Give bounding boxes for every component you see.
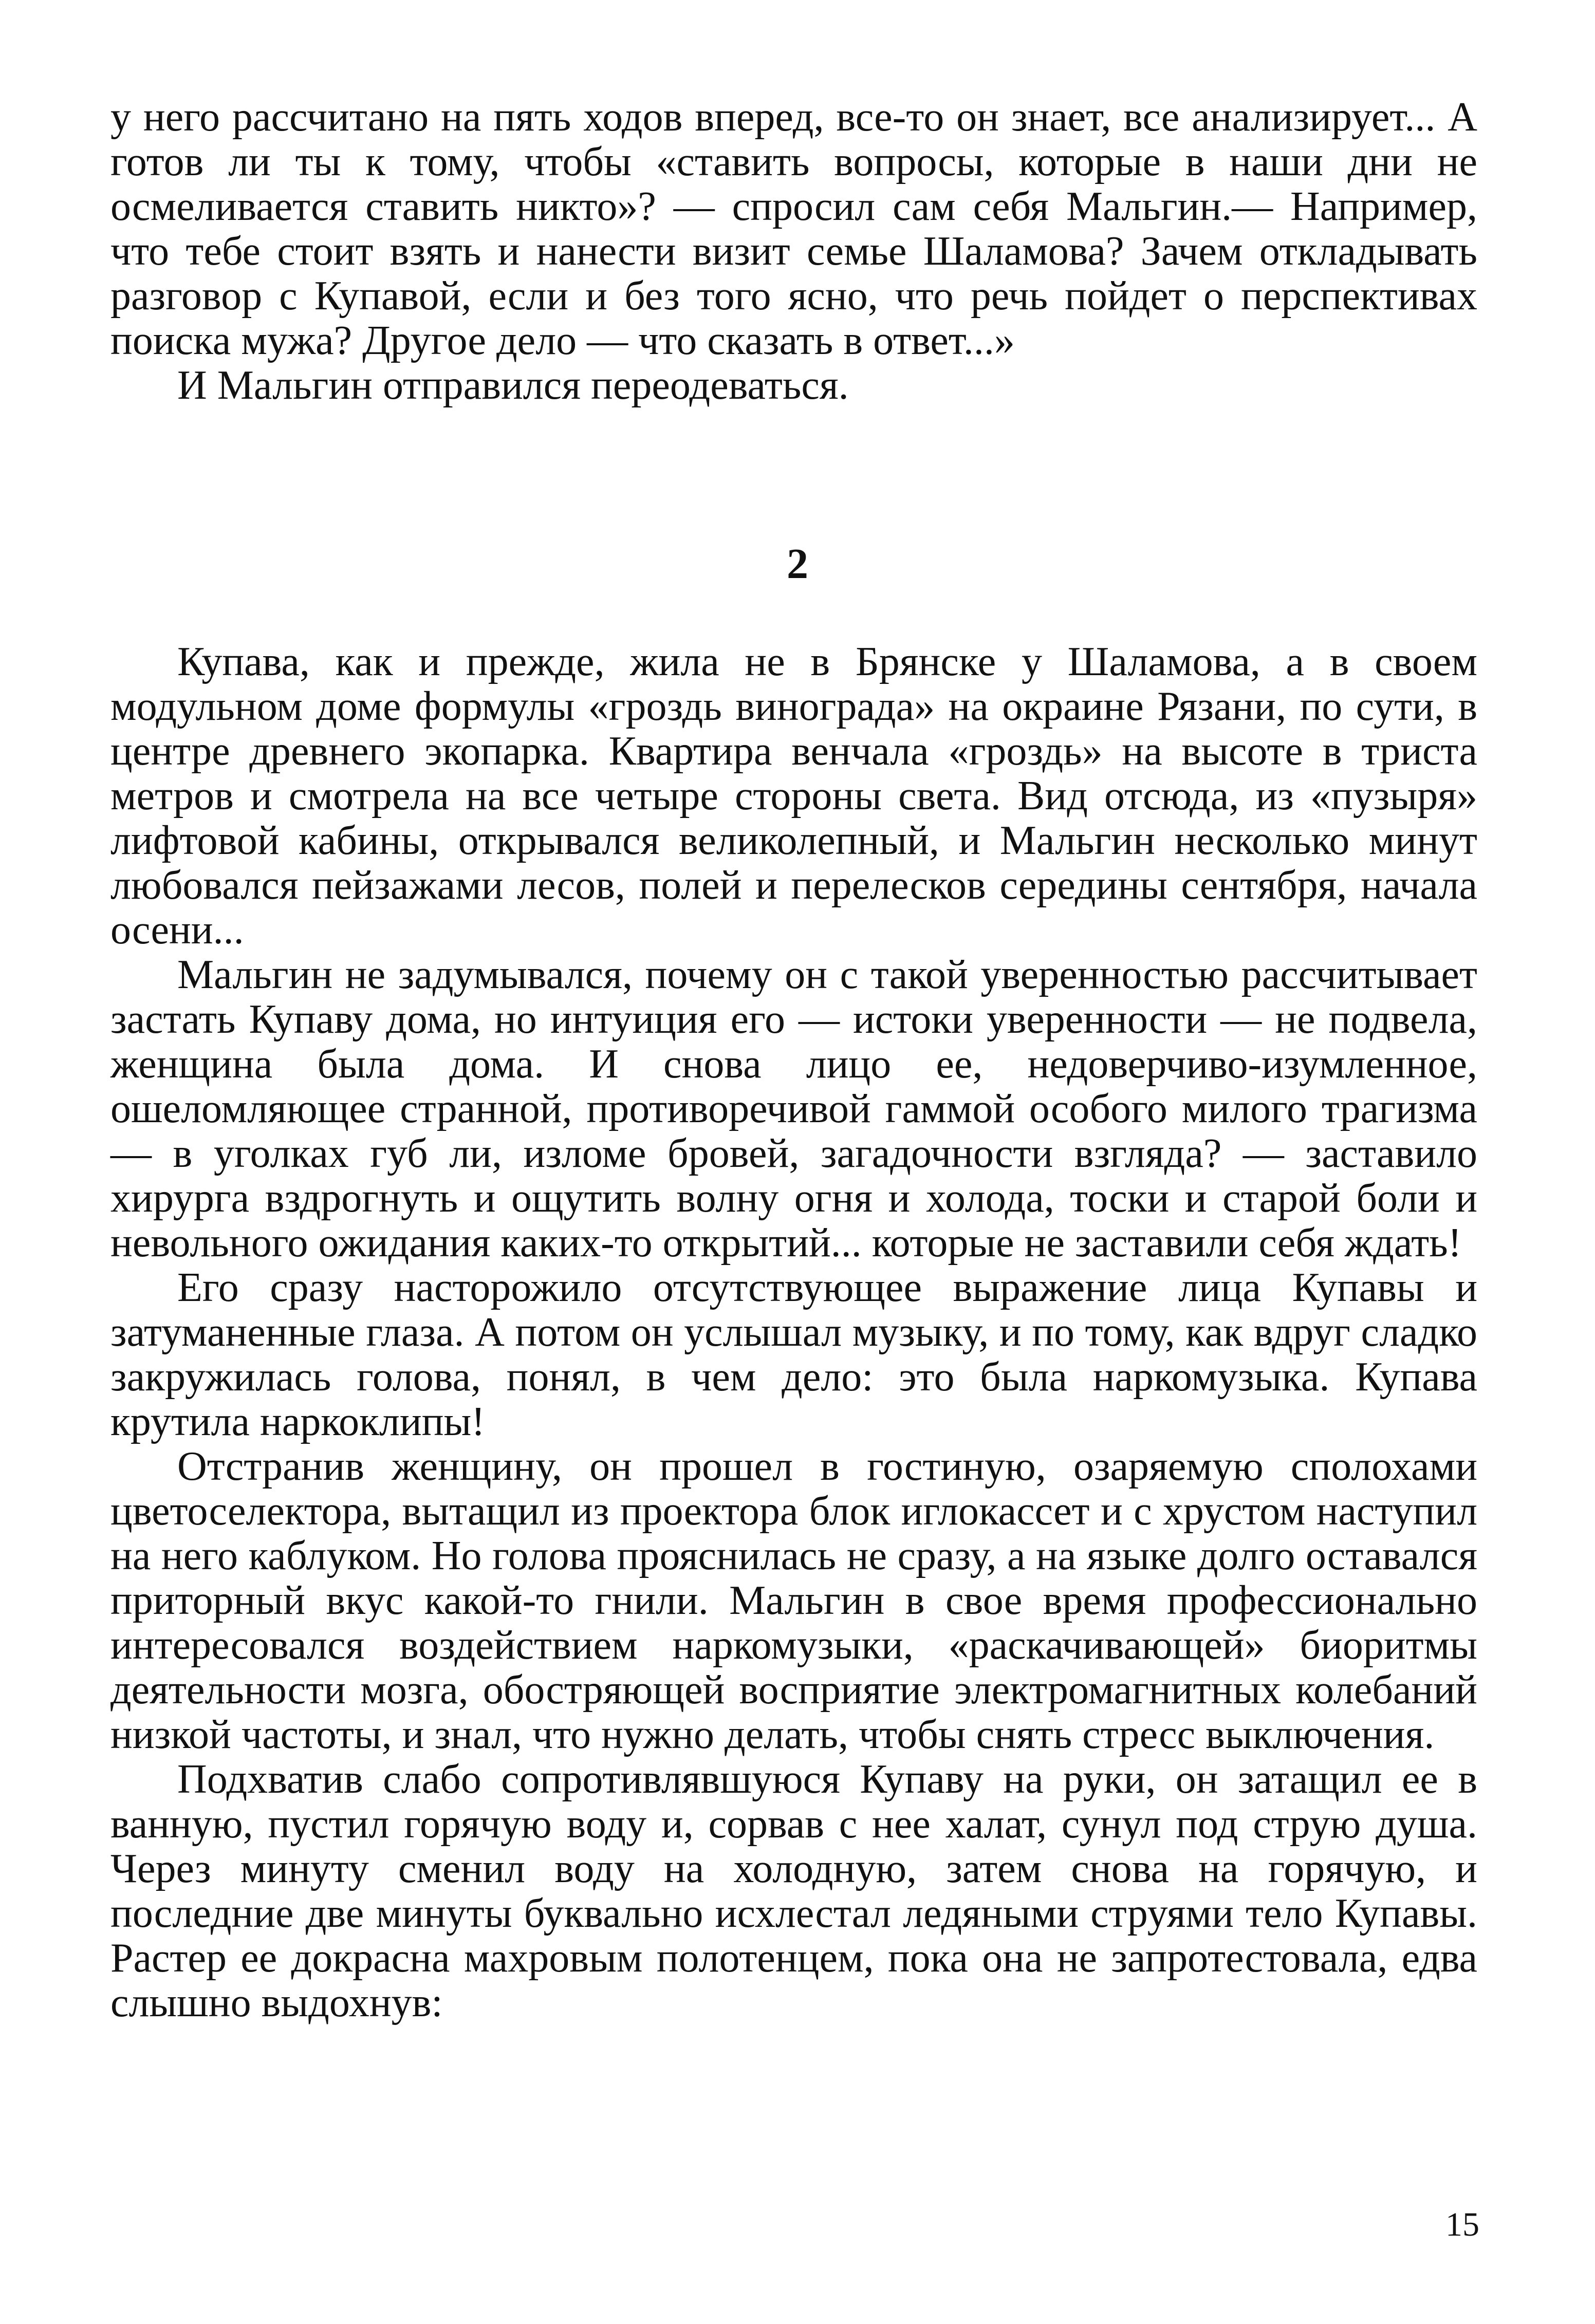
chapter-number: 2 xyxy=(787,540,808,588)
paragraph: Его сразу насторожило отсутствующее выражение лица Купавы и затуманенные глаза. А потом он услышал музыку, и по тому, как вдруг сладко закружилась голова, понял, в чем дело: это была наркомузыка. Купава крутила наркоклипы! xyxy=(110,1265,1477,1444)
opening-text-block xyxy=(110,95,1477,408)
paragraph: у него рассчитано на пять ходов вперед, все-то он знает, все анализирует... А готов ли ты к тому, чтобы «ставить вопросы, которые в наши дни не осмеливается ставить никто»? — спросил сам себя Мальгин.— Например, что тебе стоит взять и нанести визит семье Шаламова? Зачем откладывать разговор с Купавой, если и без того ясно, что речь пойдет о перспективах поиска мужа? Другое дело — что сказать в ответ...» xyxy=(110,95,1477,363)
page-number: 15 xyxy=(1445,2206,1479,2243)
chapter-text-block xyxy=(110,640,1477,2025)
paragraph: Подхватив слабо сопротивлявшуюся Купаву на руки, он затащил ее в ванную, пустил горячую воду и, сорвав с нее халат, сунул под струю душа. Через минуту сменил воду на холодную, затем снова на горячую, и последние две минуты буквально исхлестал ледяными струями тело Купавы. Растер ее докрасна махровым полотенцем, пока она не запротестовала, едва слышно выдохнув: xyxy=(110,1757,1477,2025)
paragraph: Отстранив женщину, он прошел в гостиную, озаряемую сполохами цветоселектора, вытащил из проектора блок иглокассет и с хрустом наступил на него каблуком. Но голова прояснилась не сразу, а на языке долго оставался приторный вкус какой-то гнили. Мальгин в свое время профессионально интересовался воздействием наркомузыки, «раскачивающей» биоритмы деятельности мозга, обостряющей восприятие электромагнитных колебаний низкой частоты, и знал, что нужно делать, чтобы снять стресс выключения. xyxy=(110,1444,1477,1757)
paragraph: Купава, как и прежде, жила не в Брянске у Шаламова, а в своем модульном доме формулы «гроздь винограда» на окраине Рязани, по сути, в центре древнего экопарка. Квартира венчала «гроздь» на высоте в триста метров и смотрела на все четыре стороны света. Вид отсюда, из «пузыря» лифтовой кабины, открывался великолепный, и Мальгин несколько минут любовался пейзажами лесов, полей и перелесков середины сентября, начала осени... xyxy=(110,639,1477,953)
paragraph: Мальгин не задумывался, почему он с такой уверенностью рассчитывает застать Купаву дома, но интуиция его — истоки уверенности — не подвела, женщина была дома. И снова лицо ее, недоверчиво-изумленное, ошеломляющее странной, противоречивой гаммой особого милого трагизма — в уголках губ ли, изломе бровей, загадочности взгляда? — заставило хирурга вздрогнуть и ощутить волну огня и холода, тоски и старой боли и невольного ожидания каких-то открытий... которые не заставили себя ждать! xyxy=(110,952,1477,1266)
paragraph: И Мальгин отправился переодеваться. xyxy=(177,363,849,408)
